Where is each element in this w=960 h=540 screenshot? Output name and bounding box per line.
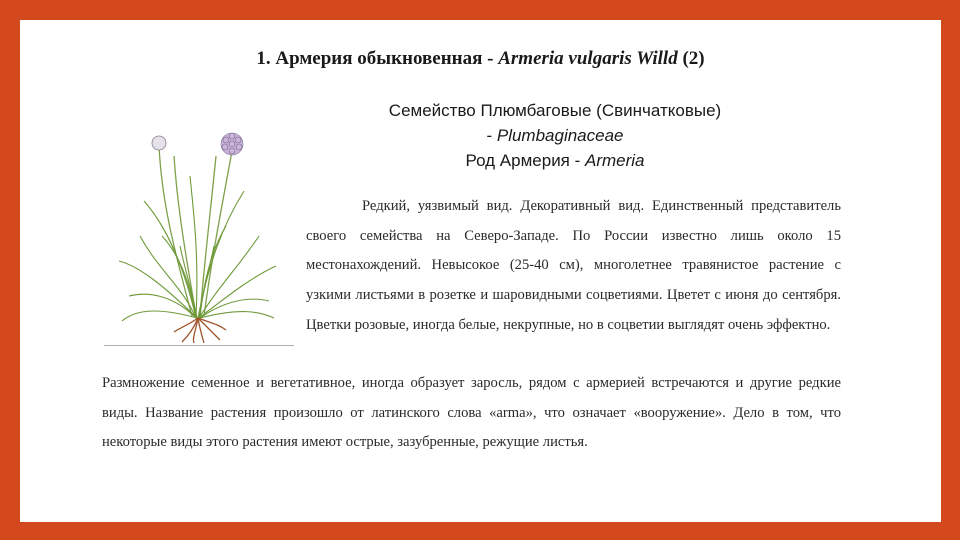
family-latin: Plumbaginaceae	[496, 126, 624, 145]
slide	[20, 20, 941, 522]
family-latin-line: - Plumbaginaceae	[486, 126, 624, 145]
genus-line: Род Армерия - Armeria	[465, 151, 645, 170]
family-line: Семейство Плюмбаговые (Свинчатковые)	[388, 101, 722, 120]
title-suffix: (2)	[677, 48, 705, 69]
armeria-plant-illustration	[104, 96, 289, 344]
illustration-underline	[104, 345, 294, 346]
description-paragraph-1: Редкий, уязвимый вид. Декоративный вид. Единственный представитель своего семейства на Северо-Западе. По России известно лишь около 15 местонахождений. Невысокое (25-40 см), многолетнее травянистое растение с узкими листьями в розетке и шаровидными соцветиями. Цветет с июня до сентября. Цветки розовые, иногда белые, некрупные, но в соцветии выглядят очень эффектно.	[306, 198, 841, 333]
page-title	[20, 48, 941, 70]
title-text: 1. Армерия обыкновенная -	[256, 48, 499, 69]
title-latin: Armeria vulgaris Willd	[498, 48, 678, 69]
description-paragraph-2: Размножение семенное и вегетативное, иногда образует заросль, рядом с армерией встречаются и другие редкие виды. Название растения произошло от латинского слова «arma», что означает «вооружение». Дело в том, что некоторые виды этого растения имеют острые, зазубренные, режущие листья.	[102, 375, 841, 451]
genus-latin: Armeria	[585, 151, 645, 170]
family-info	[335, 98, 775, 173]
